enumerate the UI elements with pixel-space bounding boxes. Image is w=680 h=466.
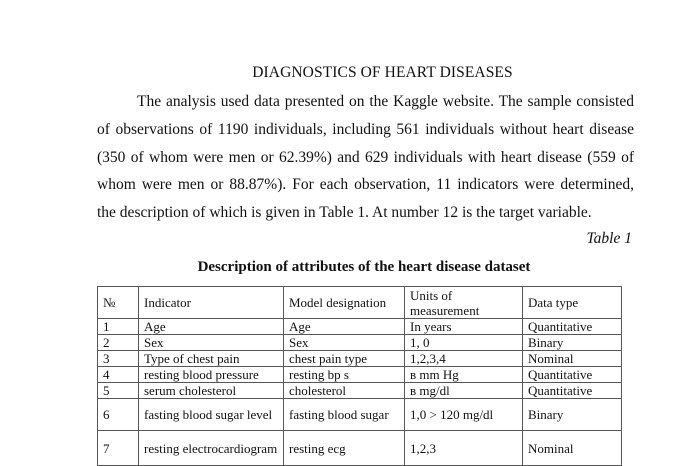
paragraph-line: The analysis used data presented on the Kaggle website. The sample consisted bbox=[137, 93, 634, 110]
cell-model-designation: chest pain type bbox=[284, 351, 405, 367]
table-row bbox=[98, 383, 622, 399]
header-units: Units of measurement bbox=[405, 287, 523, 319]
table-row bbox=[98, 399, 622, 431]
cell-number: 1 bbox=[98, 319, 139, 335]
paragraph-line: the description of which is given in Table 1. At number 12 is the target variable. bbox=[97, 204, 592, 222]
cell-data-type: Binary bbox=[523, 399, 622, 431]
cell-model-designation: cholesterol bbox=[284, 383, 405, 399]
attributes-table bbox=[97, 286, 622, 466]
cell-indicator: resting electrocardiogram bbox=[139, 431, 284, 466]
cell-model-designation: resting ecg bbox=[284, 431, 405, 466]
cell-units: 1,2,3 bbox=[405, 431, 523, 466]
paragraph-line: of observations of 1190 individuals, including 561 individuals without heart disease bbox=[97, 120, 634, 138]
cell-units: в mm Hg bbox=[405, 367, 523, 383]
cell-data-type: Nominal bbox=[523, 351, 622, 367]
table-row bbox=[98, 431, 622, 466]
paragraph-line: (350 of whom were men or 62.39%) and 629 individuals with heart disease (559 of bbox=[97, 148, 634, 166]
cell-indicator: resting blood pressure bbox=[139, 367, 284, 383]
table-caption: Description of attributes of the heart disease dataset bbox=[197, 259, 531, 275]
cell-units: In years bbox=[405, 319, 523, 335]
cell-indicator: Age bbox=[139, 319, 284, 335]
section-heading: DIAGNOSTICS OF HEART DISEASES bbox=[252, 64, 513, 81]
table-row bbox=[98, 351, 622, 367]
table-row bbox=[98, 367, 622, 383]
table-row bbox=[98, 319, 622, 335]
cell-indicator: fasting blood sugar level bbox=[139, 399, 284, 431]
cell-data-type: Binary bbox=[523, 335, 622, 351]
cell-model-designation: Age bbox=[284, 319, 405, 335]
cell-indicator: Type of chest pain bbox=[139, 351, 284, 367]
cell-number: 3 bbox=[98, 351, 139, 367]
cell-model-designation: resting bp s bbox=[284, 367, 405, 383]
table-row bbox=[98, 335, 622, 351]
cell-data-type: Quantitative bbox=[523, 383, 622, 399]
cell-model-designation: fasting blood sugar bbox=[284, 399, 405, 431]
cell-number: 4 bbox=[98, 367, 139, 383]
cell-number: 5 bbox=[98, 383, 139, 399]
header-model-designation: Model designation bbox=[284, 287, 405, 319]
table-header-row bbox=[98, 287, 622, 319]
cell-data-type: Quantitative bbox=[523, 319, 622, 335]
cell-model-designation: Sex bbox=[284, 335, 405, 351]
cell-indicator: serum cholesterol bbox=[139, 383, 284, 399]
table-number-label: Table 1 bbox=[586, 230, 632, 247]
cell-number: 7 bbox=[98, 431, 139, 466]
cell-units: 1,2,3,4 bbox=[405, 351, 523, 367]
body-paragraph bbox=[97, 88, 634, 227]
header-number: № bbox=[98, 287, 139, 319]
cell-data-type: Quantitative bbox=[523, 367, 622, 383]
header-data-type: Data type bbox=[523, 287, 622, 319]
cell-units: 1, 0 bbox=[405, 335, 523, 351]
cell-units: 1,0 > 120 mg/dl bbox=[405, 399, 523, 431]
paragraph-line: whom were men or 88.87%). For each observation, 11 indicators were determined, bbox=[97, 176, 634, 194]
cell-number: 2 bbox=[98, 335, 139, 351]
cell-units: в mg/dl bbox=[405, 383, 523, 399]
header-indicator: Indicator bbox=[139, 287, 284, 319]
cell-indicator: Sex bbox=[139, 335, 284, 351]
cell-data-type: Nominal bbox=[523, 431, 622, 466]
cell-number: 6 bbox=[98, 399, 139, 431]
